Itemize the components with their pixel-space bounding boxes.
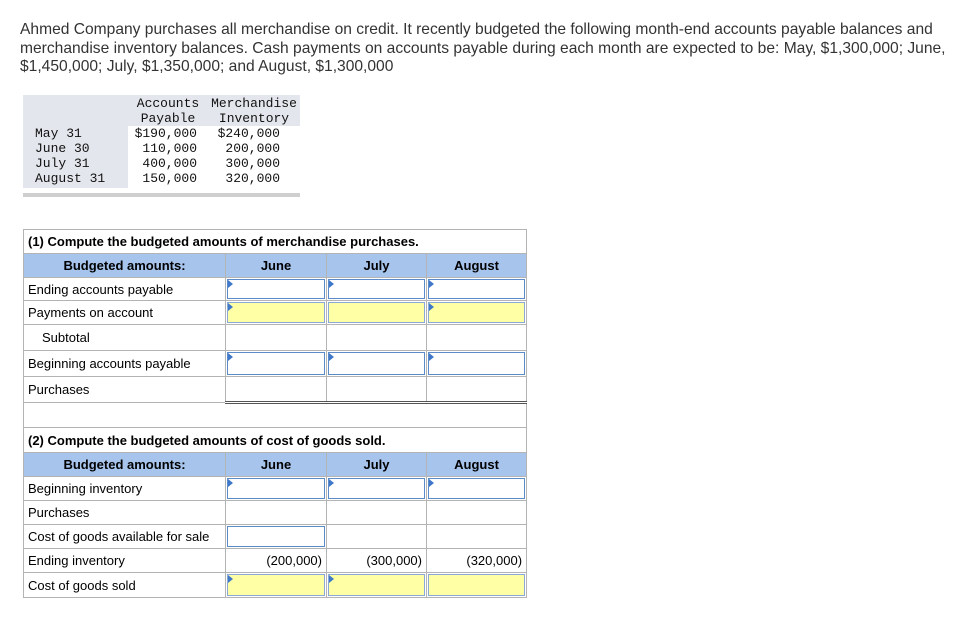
row-label-purchases: Purchases <box>24 377 226 403</box>
part2-title: (2) Compute the budgeted amounts of cost of goods sold. <box>24 428 527 453</box>
given-header-merchandise-inventory-line1: Merchandise <box>211 96 297 111</box>
row-label-ending-inventory: Ending inventory <box>24 549 226 573</box>
given-header-accounts-payable-line2: Payable <box>140 111 196 126</box>
ending-inventory-row <box>24 549 527 573</box>
budget-worksheet <box>23 229 527 598</box>
problem-line-3: $1,450,000; July, $1,350,000; and August, $1,300,000 <box>20 58 394 75</box>
payments-on-account-july-cell <box>327 301 427 325</box>
part1-title-row <box>24 230 527 254</box>
part1-header-row <box>24 254 527 278</box>
payments-on-account-june-cell <box>226 301 327 325</box>
purchases-august-cell <box>427 377 527 403</box>
beginning-inventory-july-cell <box>327 477 427 501</box>
row-label-ending-accounts-payable: Ending accounts payable <box>24 278 226 301</box>
given-header-merchandise-inventory <box>208 95 300 126</box>
part1-title: (1) Compute the budgeted amounts of merchandise purchases. <box>24 230 527 254</box>
cost-of-goods-available-august-cell <box>427 525 527 549</box>
given-accounts-payable-value: 110,000 <box>142 141 197 156</box>
problem-line-1: Ahmed Company purchases all merchandise on credit. It recently budgeted the following month-end accounts payable balances and <box>20 21 933 38</box>
given-row-label: August 31 <box>23 171 128 188</box>
ending-inventory-july-value: (300,000) <box>327 549 427 573</box>
cost-of-goods-available-june-cell <box>226 525 327 549</box>
part1-col-header-august: August <box>427 254 527 278</box>
given-accounts-payable-value: 400,000 <box>142 156 197 171</box>
part2-col-header-august: August <box>427 453 527 477</box>
payments-on-account-august-input[interactable] <box>428 302 525 323</box>
given-row <box>23 156 300 171</box>
purchases-july-cell <box>327 377 427 403</box>
subtotal-june-cell <box>226 325 327 351</box>
given-table-bottom-rule <box>23 193 300 197</box>
part2-purchases-july-cell <box>327 501 427 525</box>
ending-inventory-june-value: (200,000) <box>226 549 327 573</box>
given-accounts-payable-value: $190,000 <box>134 126 197 141</box>
ending-accounts-payable-june-input[interactable] <box>227 279 325 299</box>
ending-accounts-payable-july-input[interactable] <box>328 279 425 299</box>
part1-col-header-june: June <box>226 254 327 278</box>
payments-on-account-row <box>24 301 527 325</box>
part2-purchases-june-cell <box>226 501 327 525</box>
part2-purchases-august-cell <box>427 501 527 525</box>
ending-accounts-payable-row <box>24 278 527 301</box>
given-header-row <box>23 95 300 126</box>
part2-title-row <box>24 428 527 453</box>
beginning-inventory-june-input[interactable] <box>227 478 325 499</box>
payments-on-account-august-cell <box>427 301 527 325</box>
row-label-cost-of-goods-available: Cost of goods available for sale <box>24 525 226 549</box>
row-label-subtotal: Subtotal <box>24 325 226 351</box>
cost-of-goods-sold-july-cell <box>327 573 427 598</box>
beginning-inventory-july-input[interactable] <box>328 478 425 499</box>
given-header-corner <box>23 95 128 126</box>
given-row-label: May 31 <box>23 126 128 141</box>
beginning-accounts-payable-july-input[interactable] <box>328 352 425 375</box>
beginning-inventory-august-input[interactable] <box>428 478 525 499</box>
ending-inventory-august-value: (320,000) <box>427 549 527 573</box>
ending-accounts-payable-june-cell <box>226 278 327 301</box>
given-accounts-payable-value: 150,000 <box>142 171 197 186</box>
part2-purchases-row <box>24 501 527 525</box>
cost-of-goods-sold-august-cell <box>427 573 527 598</box>
row-label-payments-on-account: Payments on account <box>24 301 226 325</box>
part2-header-row <box>24 453 527 477</box>
beginning-accounts-payable-august-cell <box>427 351 527 377</box>
beginning-accounts-payable-june-input[interactable] <box>227 352 325 375</box>
cost-of-goods-sold-june-input[interactable] <box>227 574 325 596</box>
given-inventory-value: 300,000 <box>225 156 280 171</box>
cost-of-goods-sold-june-cell <box>226 573 327 598</box>
beginning-accounts-payable-july-cell <box>327 351 427 377</box>
given-row-label: June 30 <box>23 141 128 156</box>
part1-col-header-july: July <box>327 254 427 278</box>
cost-of-goods-available-july-cell <box>327 525 427 549</box>
given-row-label: July 31 <box>23 156 128 171</box>
cost-of-goods-sold-august-input[interactable] <box>428 574 525 596</box>
given-inventory-value: 200,000 <box>225 141 280 156</box>
beginning-accounts-payable-june-cell <box>226 351 327 377</box>
given-balances-table <box>23 95 300 197</box>
part2-col-header-june: June <box>226 453 327 477</box>
section-spacer-row <box>24 403 527 428</box>
ending-accounts-payable-july-cell <box>327 278 427 301</box>
given-inventory-value: 320,000 <box>225 171 280 186</box>
given-balances-grid <box>23 95 300 188</box>
row-label-part2-purchases: Purchases <box>24 501 226 525</box>
payments-on-account-july-input[interactable] <box>328 302 425 323</box>
part1-col-header-budgeted-amounts: Budgeted amounts: <box>24 254 226 278</box>
purchases-row <box>24 377 527 403</box>
given-row <box>23 126 300 141</box>
given-header-accounts-payable <box>128 95 208 126</box>
row-label-beginning-inventory: Beginning inventory <box>24 477 226 501</box>
cost-of-goods-sold-july-input[interactable] <box>328 574 425 596</box>
beginning-accounts-payable-row <box>24 351 527 377</box>
cost-of-goods-sold-row <box>24 573 527 598</box>
problem-line-2: merchandise inventory balances. Cash payments on accounts payable during each month are expected to be: May, $1,300,000; June, <box>20 39 946 57</box>
given-header-accounts-payable-line1: Accounts <box>136 96 200 111</box>
ending-accounts-payable-august-input[interactable] <box>428 279 525 299</box>
beginning-inventory-august-cell <box>427 477 527 501</box>
purchases-june-cell <box>226 377 327 403</box>
beginning-inventory-june-cell <box>226 477 327 501</box>
beginning-inventory-row <box>24 477 527 501</box>
subtotal-august-cell <box>427 325 527 351</box>
part2-col-header-july: July <box>327 453 427 477</box>
subtotal-july-cell <box>327 325 427 351</box>
given-inventory-value: $240,000 <box>217 126 280 141</box>
given-row <box>23 171 300 188</box>
part2-col-header-budgeted-amounts: Budgeted amounts: <box>24 453 226 477</box>
payments-on-account-june-input[interactable] <box>227 302 325 323</box>
row-label-beginning-accounts-payable: Beginning accounts payable <box>24 351 226 377</box>
section-spacer <box>24 403 527 428</box>
cost-of-goods-available-row <box>24 525 527 549</box>
given-header-merchandise-inventory-line2: Inventory <box>218 111 290 126</box>
row-label-cost-of-goods-sold: Cost of goods sold <box>24 573 226 598</box>
beginning-accounts-payable-august-input[interactable] <box>428 352 525 375</box>
ending-accounts-payable-august-cell <box>427 278 527 301</box>
subtotal-row <box>24 325 527 351</box>
cost-of-goods-available-june-input[interactable] <box>227 526 325 547</box>
problem-statement <box>20 21 946 77</box>
given-row <box>23 141 300 156</box>
